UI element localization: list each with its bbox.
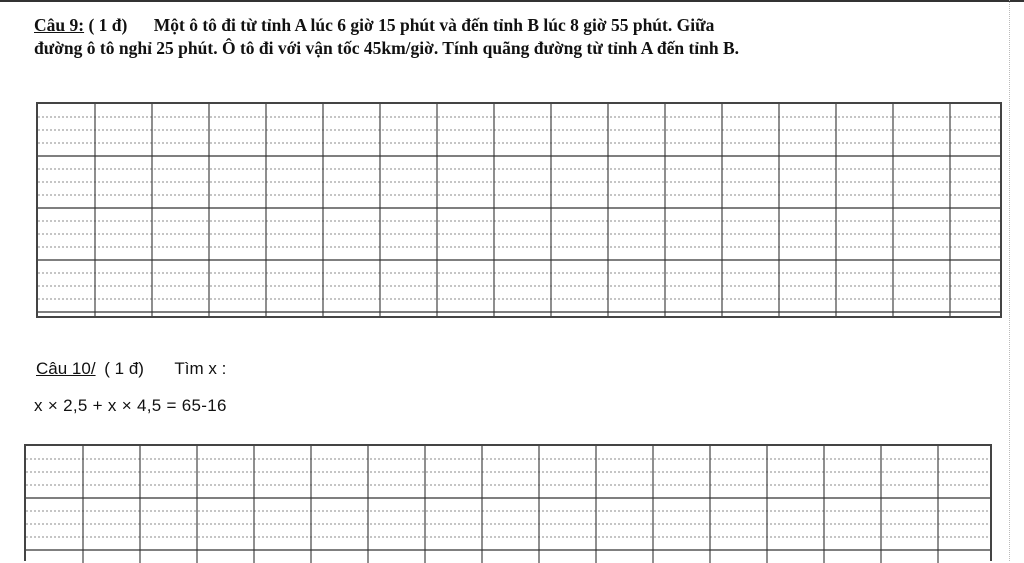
question-9-line1 (34, 14, 1006, 37)
answer-grid-question-10[interactable] (24, 444, 992, 561)
page-right-margin-line (1009, 0, 1010, 561)
answer-grid-lines (26, 446, 990, 563)
question-9-text-line1: Một ô tô đi từ tỉnh A lúc 6 giờ 15 phút và đến tỉnh B lúc 8 giờ 55 phút. Giữa (153, 15, 715, 35)
question-10-number: Câu 10/ (36, 359, 96, 378)
answer-grid-lines (38, 104, 1000, 316)
page-top-border (0, 0, 1024, 2)
question-9-points: ( 1 đ) (88, 15, 128, 35)
question-10-points: ( 1 đ) (104, 359, 144, 378)
question-9-number: Câu 9: (34, 15, 85, 35)
question-9-text-line2: đường ô tô nghỉ 25 phút. Ô tô đi với vận tốc 45km/giờ. Tính quãng đường từ tỉnh A đến tỉnh B. (34, 38, 740, 58)
question-10-prompt: Tìm x : (174, 359, 227, 378)
question-10 (36, 358, 226, 380)
question-9 (34, 14, 1006, 60)
answer-grid-question-9[interactable] (36, 102, 1002, 318)
question-10-equation: x × 2,5 + x × 4,5 = 65-16 (34, 396, 227, 415)
